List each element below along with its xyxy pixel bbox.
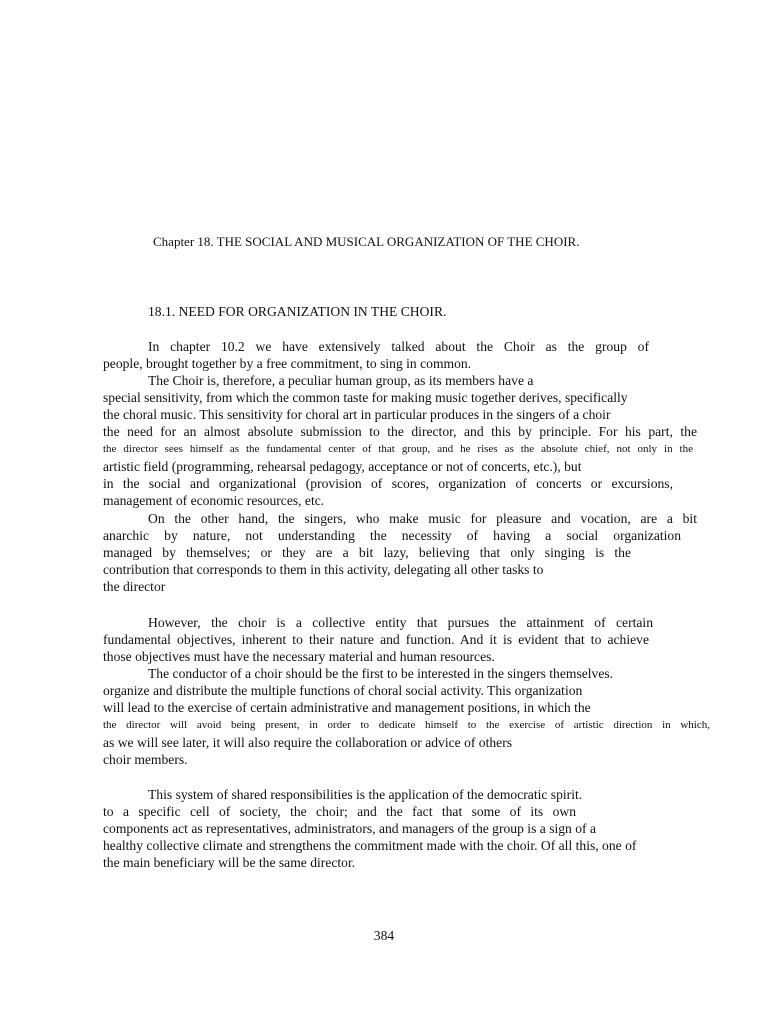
- text-line: as we will see later, it will also require the collaboration or advice of others: [103, 735, 513, 750]
- text-line: the need for an almost absolute submission to the director, and this by principle. For his part, the: [103, 424, 697, 439]
- text-line: organize and distribute the multiple functions of choral social activity. This organization: [103, 683, 583, 698]
- text-line: The conductor of a choir should be the first to be interested in the singers themselves.: [148, 666, 614, 681]
- text-line: special sensitivity, from which the common taste for making music together derives, specifically: [103, 390, 628, 405]
- text-line: choir members.: [103, 752, 188, 767]
- text-line: However, the choir is a collective entity that pursues the attainment of certain: [148, 615, 653, 630]
- text-line: On the other hand, the singers, who make music for pleasure and vocation, are a bit: [148, 511, 697, 526]
- text-line: In chapter 10.2 we have extensively talked about the Choir as the group of: [148, 339, 649, 354]
- text-line: the director will avoid being present, in order to dedicate himself to the exercise of artistic direction in which,: [103, 719, 710, 731]
- text-line: those objectives must have the necessary material and human resources.: [103, 649, 495, 664]
- text-line: The Choir is, therefore, a peculiar human group, as its members have a: [148, 373, 534, 388]
- text-line: anarchic by nature, not understanding the necessity of having a social organization: [103, 528, 681, 543]
- text-line: contribution that corresponds to them in this activity, delegating all other tasks to: [103, 562, 544, 577]
- text-line: artistic field (programming, rehearsal pedagogy, acceptance or not of concerts, etc.), but: [103, 459, 582, 474]
- text-line: This system of shared responsibilities is the application of the democratic spirit.: [148, 787, 583, 802]
- text-line: the choral music. This sensitivity for choral art in particular produces in the singers of a choir: [103, 407, 611, 422]
- chapter-title: Chapter 18. THE SOCIAL AND MUSICAL ORGANIZATION OF THE CHOIR.: [153, 234, 580, 249]
- text-line: in the social and organizational (provision of scores, organization of concerts or excursions,: [103, 476, 673, 491]
- page-number: 384: [373, 928, 395, 943]
- section-heading: 18.1. NEED FOR ORGANIZATION IN THE CHOIR.: [148, 304, 447, 319]
- text-line: the director: [103, 579, 166, 594]
- text-line: healthy collective climate and strengthens the commitment made with the choir. Of all this, one of: [103, 838, 637, 853]
- text-line: will lead to the exercise of certain administrative and management positions, in which the: [103, 700, 591, 715]
- text-line: people, brought together by a free commitment, to sing in common.: [103, 356, 472, 371]
- text-line: to a specific cell of society, the choir; and the fact that some of its own: [103, 804, 576, 819]
- text-line: managed by themselves; or they are a bit lazy, believing that only singing is the: [103, 545, 631, 560]
- text-line: management of economic resources, etc.: [103, 493, 325, 508]
- text-line: components act as representatives, administrators, and managers of the group is a sign of a: [103, 821, 597, 836]
- text-line: fundamental objectives, inherent to their nature and function. And it is evident that to achieve: [103, 632, 649, 647]
- text-line: the main beneficiary will be the same director.: [103, 855, 356, 870]
- text-line: the director sees himself as the fundamental center of that group, and he rises as the absolute chief, not only in the: [103, 443, 693, 455]
